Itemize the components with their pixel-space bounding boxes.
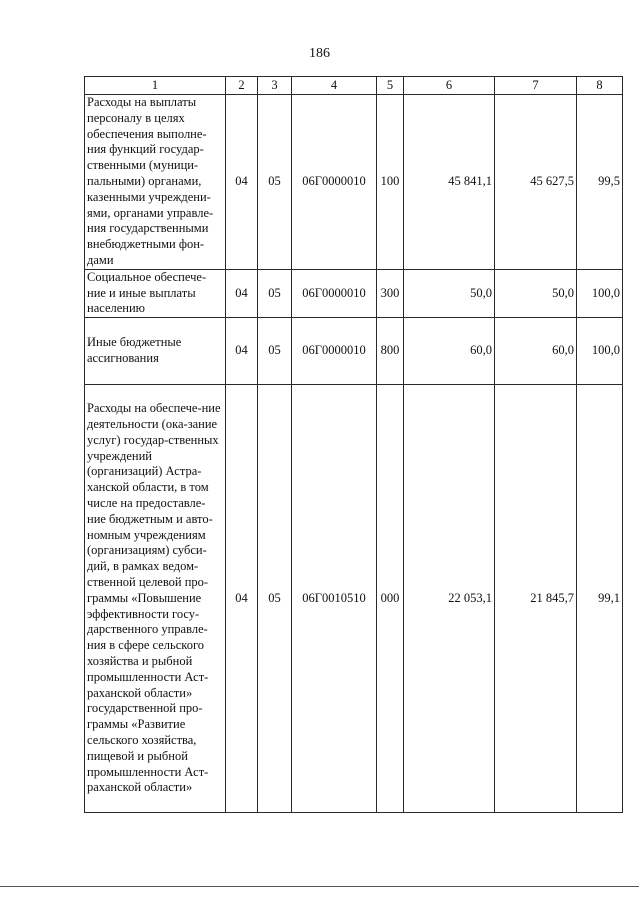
column-header: 6 [404, 77, 495, 95]
column-header: 2 [226, 77, 258, 95]
section-code: 04 [226, 269, 258, 317]
table-header-row [85, 77, 623, 95]
table-row [85, 269, 623, 317]
target-article-code: 06Г0000010 [292, 269, 377, 317]
column-header: 5 [377, 77, 404, 95]
table-row [85, 385, 623, 813]
column-header: 4 [292, 77, 377, 95]
column-header: 3 [258, 77, 292, 95]
column-header: 7 [495, 77, 577, 95]
planned-amount: 45 841,1 [404, 95, 495, 270]
expense-type-code: 300 [377, 269, 404, 317]
section-code: 04 [226, 385, 258, 813]
expense-type-code: 000 [377, 385, 404, 813]
execution-percent: 100,0 [577, 318, 623, 385]
page-number: 186 [309, 46, 330, 61]
expense-type-code: 800 [377, 318, 404, 385]
execution-percent: 100,0 [577, 269, 623, 317]
subsection-code: 05 [258, 95, 292, 270]
expense-type-code: 100 [377, 95, 404, 270]
subsection-code: 05 [258, 269, 292, 317]
execution-percent: 99,5 [577, 95, 623, 270]
actual-amount: 21 845,7 [495, 385, 577, 813]
subsection-code: 05 [258, 318, 292, 385]
target-article-code: 06Г0000010 [292, 318, 377, 385]
planned-amount: 50,0 [404, 269, 495, 317]
subsection-code: 05 [258, 385, 292, 813]
target-article-code: 06Г0010510 [292, 385, 377, 813]
planned-amount: 60,0 [404, 318, 495, 385]
row-description: Расходы на выплаты персоналу в целях обеспечения выполне-ния функций государ-ственными (муници-пальными) органами, казенными учреждени-ями, органами управле-ния государственными внебюджетными фон-дами [85, 95, 226, 270]
column-header: 8 [577, 77, 623, 95]
row-description: Расходы на обеспече-ние деятельности (ока-зание услуг) государ-ственных учреждений (организаций) Астра-ханской области, в том числе на предоставле-ние бюджетным и авто-номным учреждениям (организациям) субси-дий, в рамках ведом-ственной целевой про-граммы «Повышение эффективности госу-дарственного управле-ния в сфере сельского хозяйства и рыбной промышленности Аст-раханской области» государственной про-граммы «Развитие сельского хозяйства, пищевой и рыбной промышленности Аст-раханской области» [85, 385, 226, 813]
actual-amount: 60,0 [495, 318, 577, 385]
row-description: Социальное обеспече-ние и иные выплаты населению [85, 269, 226, 317]
section-code: 04 [226, 318, 258, 385]
table-row [85, 318, 623, 385]
page-bottom-rule [0, 886, 639, 887]
budget-table [84, 76, 623, 813]
section-code: 04 [226, 95, 258, 270]
execution-percent: 99,1 [577, 385, 623, 813]
column-header: 1 [85, 77, 226, 95]
planned-amount: 22 053,1 [404, 385, 495, 813]
actual-amount: 45 627,5 [495, 95, 577, 270]
row-description: Иные бюджетные ассигнования [85, 318, 226, 385]
actual-amount: 50,0 [495, 269, 577, 317]
table-row [85, 95, 623, 270]
target-article-code: 06Г0000010 [292, 95, 377, 270]
